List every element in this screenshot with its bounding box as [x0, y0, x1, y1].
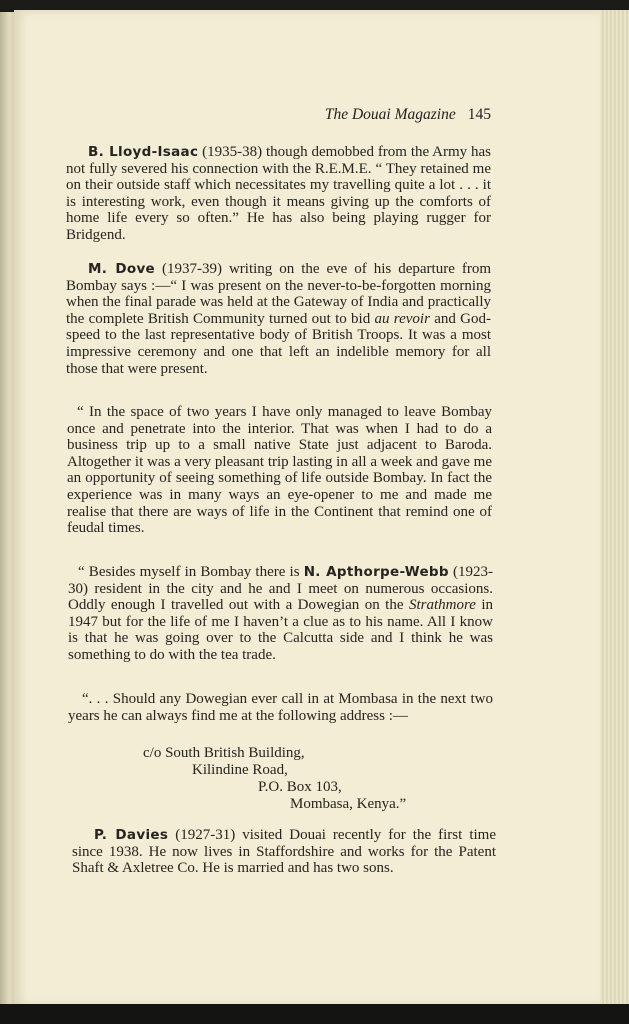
address-line-1: c/o South British Building, [143, 745, 305, 761]
paragraph-lloyd-isaac: B. Lloyd-Isaac (1935-38) though demobbed from the Army has not fully severed his connection with the R.E.M.E. “ They retained me on their outside staff which necessitates my travelling quite a lot . . . it is interesting work, even though it means giving up the comforts of home life every so often.” He has also being playing rugger for Bridgend. [66, 144, 492, 243]
person-name: B. Lloyd-Isaac [88, 144, 199, 160]
person-name: M. Dove [88, 261, 156, 277]
running-header [0, 106, 491, 124]
paragraph-apthorpe-webb: “ Besides myself in Bombay there is N. Apthorpe-Webb (1923-30) resident in the city and he and I meet on numerous occasions. Oddly enough I travelled out with a Dowegian on the Strathmore in 1947 but for the life of me I haven’t a clue as to his name. All I know is that he was going over to the Calcutta side and I think he was something to do with the tea trade. [68, 564, 493, 663]
person-name: N. Apthorpe-Webb [303, 564, 449, 580]
magazine-title: The Douai Magazine [324, 106, 456, 123]
page-fore-edge [600, 10, 629, 1006]
scan-bottom-edge [0, 1004, 629, 1024]
address-line-2: Kilindine Road, [192, 762, 288, 778]
paragraph-bombay-trip: “ In the space of two years I have only managed to leave Bombay once and penetrate into the interior. That was when I had to do a business trip up to a small native State just adjacent to Baroda. Altogether it was a very pleasant trip lasting in all a week and gave me an opportunity of seeing something of life outside Bombay. In fact the experience was in many ways an eye-opener to me and made me realise that there are ways of life in the Continent that remind one of feudal times. [67, 404, 492, 537]
paragraph-dove: M. Dove (1937-39) writing on the eve of his departure from Bombay says :—“ I was present on the never-to-be-forgotten morning when the final parade was held at the Gateway of India and practically the complete British Community turned out to bid au revoir and God-speed to the last representative body of British Troops. It was a most impressive ceremony and one that left an indelible memory for all those that were present. [66, 261, 491, 377]
paragraph-mombasa: “. . . Should any Dowegian ever call in at Mombasa in the next two years he can always find me at the following address :— [68, 691, 493, 724]
person-name: P. Davies [94, 827, 169, 843]
paragraph-davies: P. Davies (1927-31) visited Douai recently for the first time since 1938. He now lives in Staffordshire and works for the Patent Shaft & Axletree Co. He is married and has two sons. [72, 827, 496, 877]
page-number: 145 [467, 106, 491, 123]
address-line-3: P.O. Box 103, [258, 779, 342, 795]
address-line-4: Mombasa, Kenya.” [290, 796, 407, 812]
